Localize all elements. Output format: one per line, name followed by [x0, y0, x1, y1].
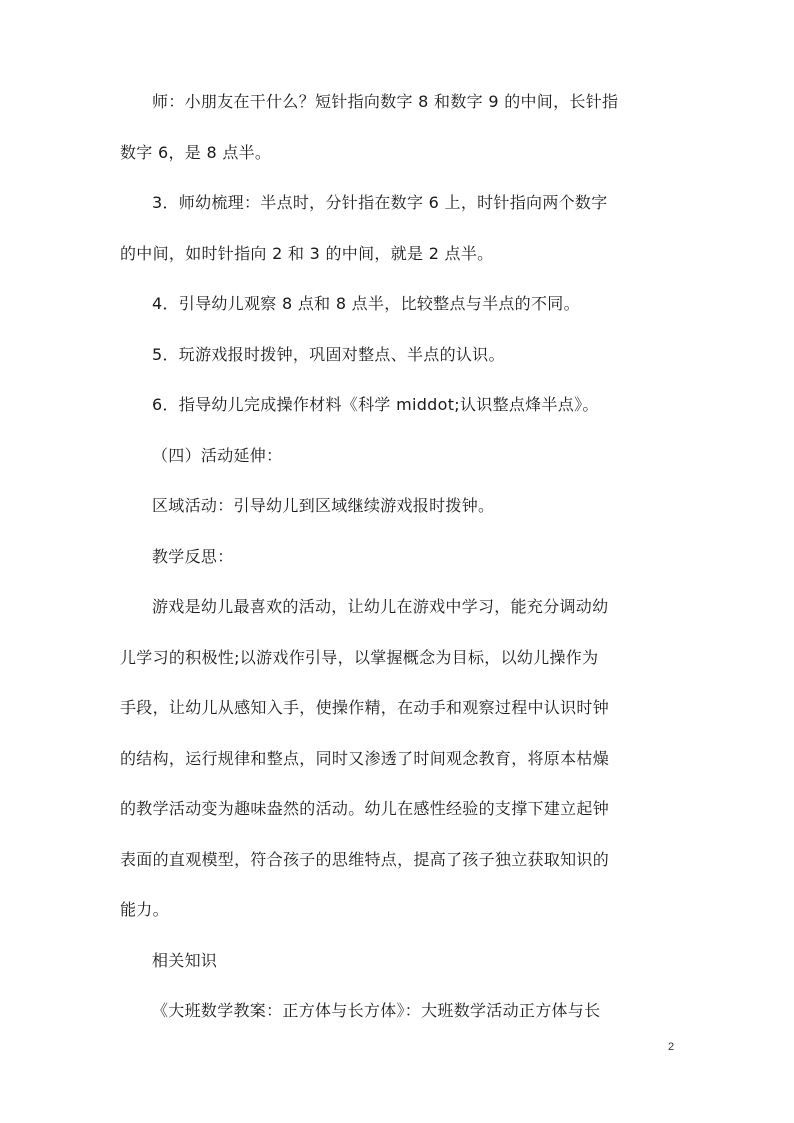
reflection-line-3: 手段，让幼儿从感知入手，使操作精，在动手和观察过程中认识时钟 [120, 698, 610, 717]
step-6-line: 6．指导幼儿完成操作材料《科学 middot;认识整点烽半点》。 [152, 395, 599, 414]
reflection-line-4: 的结构，运行规律和整点，同时又渗透了时间观念教育，将原本枯燥 [120, 748, 610, 768]
paragraph-line-2: 数字 6，是 8 点半。 [120, 142, 272, 162]
section-heading-reflection: 教学反思： [152, 546, 234, 566]
step-5-line: 5．玩游戏报时拨钟，巩固对整点、半点的认识。 [152, 344, 505, 364]
area-activity-line: 区域活动：引导幼儿到区域继续游戏报时拨钟。 [152, 496, 495, 515]
page-number: 2 [668, 1041, 675, 1053]
reflection-line-7: 能力。 [120, 900, 169, 919]
reflection-line-6: 表面的直观模型，符合孩子的思维特点，提高了孩子独立获取知识的 [120, 849, 610, 869]
section-heading-extension: （四）活动延伸： [152, 445, 283, 465]
related-line-1: 《大班数学教案：正方体与长方体》：大班数学活动正方体与长 [152, 1001, 601, 1020]
section-heading-related: 相关知识 [152, 950, 218, 970]
reflection-line-5: 的教学活动变为趣味盎然的活动。幼儿在感性经验的支撑下建立起钟 [120, 799, 610, 818]
paragraph-line-1: 师：小朋友在干什么？短针指向数字 8 和数字 9 的中间，长针指 [152, 92, 619, 111]
document-body [120, 88, 676, 1048]
reflection-line-2: 儿学习的积极性;以游戏作引导，以掌握概念为目标，以幼儿操作为 [120, 647, 599, 667]
step-3-line-2: 的中间，如时针指向 2 和 3 的中间，就是 2 点半。 [120, 243, 494, 263]
step-4-line: 4．引导幼儿观察 8 点和 8 点半，比较整点与半点的不同。 [152, 294, 580, 313]
step-3-line-1: 3．师幼梳理：半点时，分针指在数字 6 上，时针指向两个数字 [152, 193, 608, 212]
reflection-line-1: 游戏是幼儿最喜欢的活动，让幼儿在游戏中学习，能充分调动幼 [152, 597, 609, 616]
